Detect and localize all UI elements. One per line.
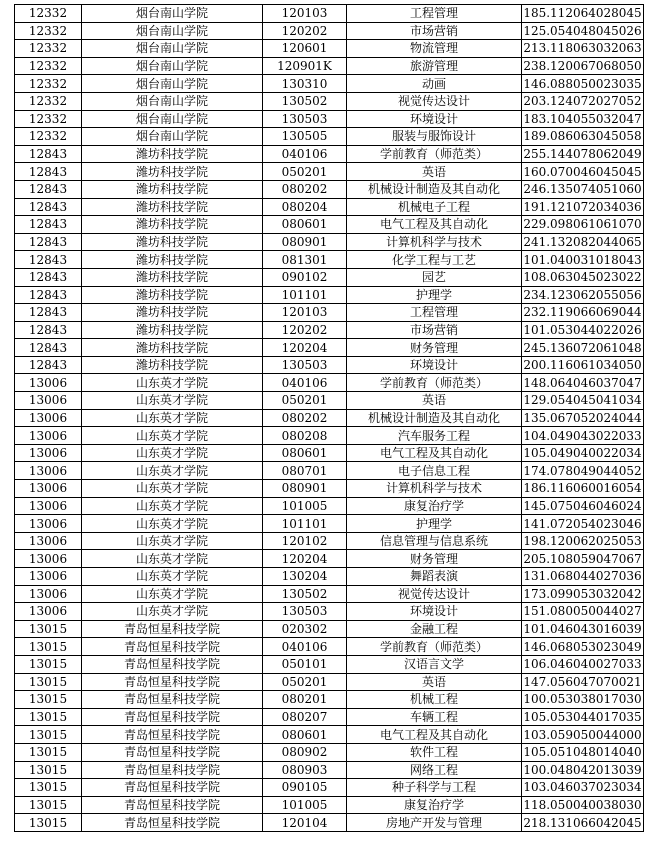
school-name-cell: 青岛恒星科技学院 xyxy=(82,620,263,638)
table-row xyxy=(15,427,644,445)
major-name-cell: 机械设计制造及其自动化 xyxy=(347,409,522,427)
major-name-cell: 环境设计 xyxy=(347,110,522,128)
major-name-cell: 机械设计制造及其自动化 xyxy=(347,180,522,198)
school-code-cell: 13015 xyxy=(15,708,82,726)
score-cell: 203.124072027052 xyxy=(523,94,642,109)
school-name-cell: 山东英才学院 xyxy=(82,515,263,533)
school-code-cell: 13006 xyxy=(15,515,82,533)
major-code-cell: 050101 xyxy=(263,655,347,673)
school-name-cell: 山东英才学院 xyxy=(82,603,263,621)
score-cell: 174.078049044052 xyxy=(523,463,642,478)
school-code-cell: 13015 xyxy=(15,743,82,761)
score-cell: 101.046043016039 xyxy=(523,622,642,637)
school-name-cell: 潍坊科技学院 xyxy=(82,145,263,163)
school-name-cell: 青岛恒星科技学院 xyxy=(82,761,263,779)
school-name-cell: 青岛恒星科技学院 xyxy=(82,673,263,691)
major-code-cell: 130502 xyxy=(263,92,347,110)
major-code-cell: 020302 xyxy=(263,620,347,638)
table-row xyxy=(15,198,644,216)
school-code-cell: 12332 xyxy=(15,57,82,75)
school-code-cell: 12843 xyxy=(15,180,82,198)
score-cell: 131.068044027036 xyxy=(523,569,642,584)
school-code-cell: 13015 xyxy=(15,638,82,656)
school-code-cell: 13015 xyxy=(15,814,82,832)
score-cell: 145.075046046024 xyxy=(523,498,642,513)
major-code-cell: 101005 xyxy=(263,796,347,814)
score-cell: 141.072054023046 xyxy=(523,516,642,531)
score-cell: 183.104055032047 xyxy=(523,111,642,126)
school-name-cell: 山东英才学院 xyxy=(82,392,263,410)
major-code-cell: 130204 xyxy=(263,568,347,586)
major-code-cell: 120204 xyxy=(263,550,347,568)
school-name-cell: 潍坊科技学院 xyxy=(82,251,263,269)
table-row xyxy=(15,374,644,392)
major-name-cell: 财务管理 xyxy=(347,339,522,357)
major-name-cell: 机械电子工程 xyxy=(347,198,522,216)
school-name-cell: 潍坊科技学院 xyxy=(82,198,263,216)
major-name-cell: 车辆工程 xyxy=(347,708,522,726)
major-code-cell: 080902 xyxy=(263,743,347,761)
table-row xyxy=(15,216,644,234)
score-cell: 146.088050023035 xyxy=(523,76,642,91)
major-name-cell: 电子信息工程 xyxy=(347,462,522,480)
school-name-cell: 烟台南山学院 xyxy=(82,128,263,146)
major-code-cell: 080903 xyxy=(263,761,347,779)
major-name-cell: 电气工程及其自动化 xyxy=(347,216,522,234)
school-name-cell: 山东英才学院 xyxy=(82,374,263,392)
major-name-cell: 旅游管理 xyxy=(347,57,522,75)
major-name-cell: 金融工程 xyxy=(347,620,522,638)
major-code-cell: 080701 xyxy=(263,462,347,480)
major-name-cell: 护理学 xyxy=(347,286,522,304)
school-name-cell: 青岛恒星科技学院 xyxy=(82,726,263,744)
major-code-cell: 080204 xyxy=(263,198,347,216)
school-code-cell: 13015 xyxy=(15,761,82,779)
major-code-cell: 080207 xyxy=(263,708,347,726)
score-cell: 105.049040022034 xyxy=(523,446,642,461)
score-cell: 104.049043022033 xyxy=(523,428,642,443)
school-name-cell: 潍坊科技学院 xyxy=(82,163,263,181)
major-name-cell: 财务管理 xyxy=(347,550,522,568)
school-name-cell: 潍坊科技学院 xyxy=(82,216,263,234)
table-row xyxy=(15,638,644,656)
major-code-cell: 120202 xyxy=(263,321,347,339)
school-code-cell: 12843 xyxy=(15,251,82,269)
school-code-cell: 13006 xyxy=(15,585,82,603)
major-name-cell: 软件工程 xyxy=(347,743,522,761)
school-code-cell: 12843 xyxy=(15,339,82,357)
school-name-cell: 潍坊科技学院 xyxy=(82,321,263,339)
table-row xyxy=(15,550,644,568)
major-name-cell: 种子科学与工程 xyxy=(347,779,522,797)
major-name-cell: 视觉传达设计 xyxy=(347,585,522,603)
major-name-cell: 物流管理 xyxy=(347,40,522,58)
table-row xyxy=(15,480,644,498)
score-cell: 103.059050044000 xyxy=(523,727,642,742)
table-row xyxy=(15,779,644,797)
major-code-cell: 090105 xyxy=(263,779,347,797)
major-code-cell: 120104 xyxy=(263,814,347,832)
score-cell: 103.046037023034 xyxy=(523,780,642,795)
table-row xyxy=(15,163,644,181)
table-row xyxy=(15,726,644,744)
major-code-cell: 090102 xyxy=(263,268,347,286)
major-code-cell: 050201 xyxy=(263,392,347,410)
school-code-cell: 13006 xyxy=(15,462,82,480)
major-code-cell: 080901 xyxy=(263,480,347,498)
school-name-cell: 青岛恒星科技学院 xyxy=(82,708,263,726)
major-code-cell: 080601 xyxy=(263,216,347,234)
school-code-cell: 13015 xyxy=(15,796,82,814)
score-cell: 232.119066069044 xyxy=(523,305,642,320)
school-name-cell: 山东英才学院 xyxy=(82,427,263,445)
major-name-cell: 房地产开发与管理 xyxy=(347,814,522,832)
table-row xyxy=(15,691,644,709)
major-code-cell: 080208 xyxy=(263,427,347,445)
score-cell: 238.120067068050 xyxy=(523,59,642,74)
school-code-cell: 12843 xyxy=(15,198,82,216)
score-cell: 185.112064028045 xyxy=(523,6,642,21)
school-name-cell: 山东英才学院 xyxy=(82,532,263,550)
major-name-cell: 舞蹈表演 xyxy=(347,568,522,586)
major-code-cell: 080202 xyxy=(263,180,347,198)
school-code-cell: 13006 xyxy=(15,480,82,498)
table-row xyxy=(15,655,644,673)
major-name-cell: 计算机科学与技术 xyxy=(347,233,522,251)
school-code-cell: 12332 xyxy=(15,128,82,146)
score-cell: 100.053038017030 xyxy=(523,692,642,707)
school-name-cell: 烟台南山学院 xyxy=(82,75,263,93)
major-name-cell: 视觉传达设计 xyxy=(347,92,522,110)
score-cell: 213.118063032063 xyxy=(523,41,642,56)
table-row xyxy=(15,339,644,357)
score-cell: 151.080050044027 xyxy=(523,604,642,619)
school-code-cell: 12843 xyxy=(15,356,82,374)
table-row xyxy=(15,444,644,462)
school-code-cell: 12332 xyxy=(15,5,82,23)
major-code-cell: 040106 xyxy=(263,145,347,163)
school-name-cell: 山东英才学院 xyxy=(82,462,263,480)
school-name-cell: 潍坊科技学院 xyxy=(82,180,263,198)
major-code-cell: 080601 xyxy=(263,444,347,462)
score-cell: 173.099053032042 xyxy=(523,586,642,601)
major-code-cell: 101101 xyxy=(263,286,347,304)
school-name-cell: 山东英才学院 xyxy=(82,480,263,498)
major-name-cell: 学前教育（师范类） xyxy=(347,638,522,656)
major-name-cell: 护理学 xyxy=(347,515,522,533)
school-code-cell: 12332 xyxy=(15,92,82,110)
school-code-cell: 12332 xyxy=(15,40,82,58)
school-name-cell: 烟台南山学院 xyxy=(82,40,263,58)
table-body xyxy=(15,5,644,832)
major-name-cell: 工程管理 xyxy=(347,5,522,23)
score-cell: 191.121072034036 xyxy=(523,199,642,214)
major-code-cell: 120103 xyxy=(263,5,347,23)
major-code-cell: 050201 xyxy=(263,673,347,691)
major-name-cell: 信息管理与信息系统 xyxy=(347,532,522,550)
school-name-cell: 烟台南山学院 xyxy=(82,110,263,128)
school-name-cell: 潍坊科技学院 xyxy=(82,268,263,286)
score-cell: 189.086063045058 xyxy=(523,129,642,144)
table-row xyxy=(15,620,644,638)
score-cell: 205.108059047067 xyxy=(523,551,642,566)
score-cell: 101.053044022026 xyxy=(523,322,642,337)
major-code-cell: 130310 xyxy=(263,75,347,93)
school-name-cell: 烟台南山学院 xyxy=(82,5,263,23)
score-cell: 218.131066042045 xyxy=(523,815,642,830)
table-row xyxy=(15,392,644,410)
school-code-cell: 12332 xyxy=(15,75,82,93)
major-name-cell: 环境设计 xyxy=(347,603,522,621)
major-name-cell: 电气工程及其自动化 xyxy=(347,726,522,744)
major-code-cell: 130503 xyxy=(263,603,347,621)
major-code-cell: 040106 xyxy=(263,638,347,656)
major-name-cell: 电气工程及其自动化 xyxy=(347,444,522,462)
major-name-cell: 英语 xyxy=(347,163,522,181)
table-row xyxy=(15,57,644,75)
school-name-cell: 潍坊科技学院 xyxy=(82,356,263,374)
score-cell: 108.063045023022 xyxy=(523,270,642,285)
school-code-cell: 12843 xyxy=(15,268,82,286)
table-row xyxy=(15,180,644,198)
school-code-cell: 13015 xyxy=(15,691,82,709)
major-code-cell: 080601 xyxy=(263,726,347,744)
table-row xyxy=(15,497,644,515)
major-code-cell: 120103 xyxy=(263,304,347,322)
major-name-cell: 汉语言文学 xyxy=(347,655,522,673)
school-name-cell: 潍坊科技学院 xyxy=(82,286,263,304)
major-code-cell: 120202 xyxy=(263,22,347,40)
school-name-cell: 山东英才学院 xyxy=(82,585,263,603)
table-row xyxy=(15,233,644,251)
table-row xyxy=(15,409,644,427)
table-row xyxy=(15,603,644,621)
school-code-cell: 13006 xyxy=(15,568,82,586)
table-row xyxy=(15,286,644,304)
major-name-cell: 市场营销 xyxy=(347,321,522,339)
major-code-cell: 081301 xyxy=(263,251,347,269)
score-cell: 186.116060016054 xyxy=(523,481,642,496)
table-row xyxy=(15,568,644,586)
major-code-cell: 130503 xyxy=(263,356,347,374)
score-cell: 129.054045041034 xyxy=(523,393,642,408)
school-code-cell: 13015 xyxy=(15,673,82,691)
table-row xyxy=(15,75,644,93)
score-table xyxy=(14,4,644,832)
school-code-cell: 13015 xyxy=(15,726,82,744)
school-code-cell: 13006 xyxy=(15,603,82,621)
table-row xyxy=(15,321,644,339)
table-row xyxy=(15,585,644,603)
score-cell: 105.051048014040 xyxy=(523,745,642,760)
school-name-cell: 山东英才学院 xyxy=(82,444,263,462)
school-name-cell: 潍坊科技学院 xyxy=(82,233,263,251)
school-name-cell: 青岛恒星科技学院 xyxy=(82,691,263,709)
school-code-cell: 13006 xyxy=(15,550,82,568)
table-row xyxy=(15,92,644,110)
table-row xyxy=(15,814,644,832)
school-name-cell: 山东英才学院 xyxy=(82,568,263,586)
table-row xyxy=(15,40,644,58)
school-code-cell: 13006 xyxy=(15,427,82,445)
score-cell: 118.050040038030 xyxy=(523,798,642,813)
table-row xyxy=(15,532,644,550)
score-cell: 241.132082044065 xyxy=(523,235,642,250)
table-row xyxy=(15,251,644,269)
school-name-cell: 青岛恒星科技学院 xyxy=(82,796,263,814)
major-code-cell: 101005 xyxy=(263,497,347,515)
school-name-cell: 潍坊科技学院 xyxy=(82,304,263,322)
table-row xyxy=(15,761,644,779)
major-name-cell: 园艺 xyxy=(347,268,522,286)
school-code-cell: 13015 xyxy=(15,655,82,673)
table-row xyxy=(15,462,644,480)
score-cell: 198.120062025053 xyxy=(523,534,642,549)
school-name-cell: 山东英才学院 xyxy=(82,550,263,568)
major-name-cell: 工程管理 xyxy=(347,304,522,322)
table-row xyxy=(15,673,644,691)
school-name-cell: 青岛恒星科技学院 xyxy=(82,779,263,797)
school-code-cell: 12843 xyxy=(15,145,82,163)
major-name-cell: 康复治疗学 xyxy=(347,796,522,814)
school-code-cell: 12332 xyxy=(15,110,82,128)
score-cell: 106.046040027033 xyxy=(523,657,642,672)
school-name-cell: 青岛恒星科技学院 xyxy=(82,655,263,673)
major-name-cell: 英语 xyxy=(347,673,522,691)
score-cell: 101.040031018043 xyxy=(523,252,642,267)
score-cell: 100.048042013039 xyxy=(523,762,642,777)
score-cell: 146.068053023049 xyxy=(523,639,642,654)
school-name-cell: 山东英才学院 xyxy=(82,409,263,427)
school-name-cell: 山东英才学院 xyxy=(82,497,263,515)
table-row xyxy=(15,356,644,374)
score-cell: 160.070046045045 xyxy=(523,164,642,179)
school-code-cell: 13006 xyxy=(15,532,82,550)
major-code-cell: 120901K xyxy=(263,57,347,75)
score-cell: 234.123062055056 xyxy=(523,287,642,302)
school-code-cell: 12843 xyxy=(15,233,82,251)
table-row xyxy=(15,5,644,23)
score-cell: 229.098061061070 xyxy=(523,217,642,232)
school-code-cell: 12332 xyxy=(15,22,82,40)
major-code-cell: 120102 xyxy=(263,532,347,550)
school-code-cell: 13006 xyxy=(15,374,82,392)
table-row xyxy=(15,796,644,814)
admission-score-table xyxy=(14,4,642,832)
major-code-cell: 120204 xyxy=(263,339,347,357)
major-name-cell: 环境设计 xyxy=(347,356,522,374)
major-code-cell: 040106 xyxy=(263,374,347,392)
score-cell: 246.135074051060 xyxy=(523,182,642,197)
score-cell: 245.136072061048 xyxy=(523,340,642,355)
score-cell: 105.053044017035 xyxy=(523,710,642,725)
school-code-cell: 13015 xyxy=(15,620,82,638)
school-code-cell: 12843 xyxy=(15,163,82,181)
school-name-cell: 烟台南山学院 xyxy=(82,92,263,110)
school-code-cell: 12843 xyxy=(15,304,82,322)
major-name-cell: 动画 xyxy=(347,75,522,93)
major-name-cell: 康复治疗学 xyxy=(347,497,522,515)
school-code-cell: 13006 xyxy=(15,444,82,462)
major-name-cell: 服装与服饰设计 xyxy=(347,128,522,146)
school-name-cell: 青岛恒星科技学院 xyxy=(82,743,263,761)
major-name-cell: 市场营销 xyxy=(347,22,522,40)
table-row xyxy=(15,145,644,163)
major-name-cell: 汽车服务工程 xyxy=(347,427,522,445)
major-name-cell: 学前教育（师范类） xyxy=(347,145,522,163)
score-cell: 148.064046037047 xyxy=(523,375,642,390)
score-cell: 255.144078062049 xyxy=(523,147,642,162)
major-code-cell: 080202 xyxy=(263,409,347,427)
major-name-cell: 英语 xyxy=(347,392,522,410)
major-code-cell: 130505 xyxy=(263,128,347,146)
major-code-cell: 120601 xyxy=(263,40,347,58)
school-name-cell: 潍坊科技学院 xyxy=(82,339,263,357)
school-code-cell: 12843 xyxy=(15,321,82,339)
major-name-cell: 化学工程与工艺 xyxy=(347,251,522,269)
school-code-cell: 13006 xyxy=(15,409,82,427)
school-name-cell: 烟台南山学院 xyxy=(82,57,263,75)
table-row xyxy=(15,743,644,761)
major-code-cell: 101101 xyxy=(263,515,347,533)
major-name-cell: 网络工程 xyxy=(347,761,522,779)
school-code-cell: 13006 xyxy=(15,392,82,410)
school-code-cell: 13006 xyxy=(15,497,82,515)
table-row xyxy=(15,268,644,286)
school-name-cell: 青岛恒星科技学院 xyxy=(82,814,263,832)
major-code-cell: 130503 xyxy=(263,110,347,128)
school-code-cell: 13015 xyxy=(15,779,82,797)
major-name-cell: 机械工程 xyxy=(347,691,522,709)
school-name-cell: 烟台南山学院 xyxy=(82,22,263,40)
school-code-cell: 12843 xyxy=(15,216,82,234)
table-row xyxy=(15,515,644,533)
major-code-cell: 080201 xyxy=(263,691,347,709)
major-code-cell: 050201 xyxy=(263,163,347,181)
score-cell: 200.116061034050 xyxy=(523,358,642,373)
table-row xyxy=(15,128,644,146)
school-code-cell: 12843 xyxy=(15,286,82,304)
score-cell: 125.054048045026 xyxy=(523,23,642,38)
table-row xyxy=(15,304,644,322)
major-name-cell: 学前教育（师范类） xyxy=(347,374,522,392)
table-row xyxy=(15,708,644,726)
score-cell: 147.056047070021 xyxy=(523,674,642,689)
score-cell: 135.067052024044 xyxy=(523,410,642,425)
table-row xyxy=(15,22,644,40)
major-name-cell: 计算机科学与技术 xyxy=(347,480,522,498)
table-row xyxy=(15,110,644,128)
major-code-cell: 130502 xyxy=(263,585,347,603)
school-name-cell: 青岛恒星科技学院 xyxy=(82,638,263,656)
major-code-cell: 080901 xyxy=(263,233,347,251)
